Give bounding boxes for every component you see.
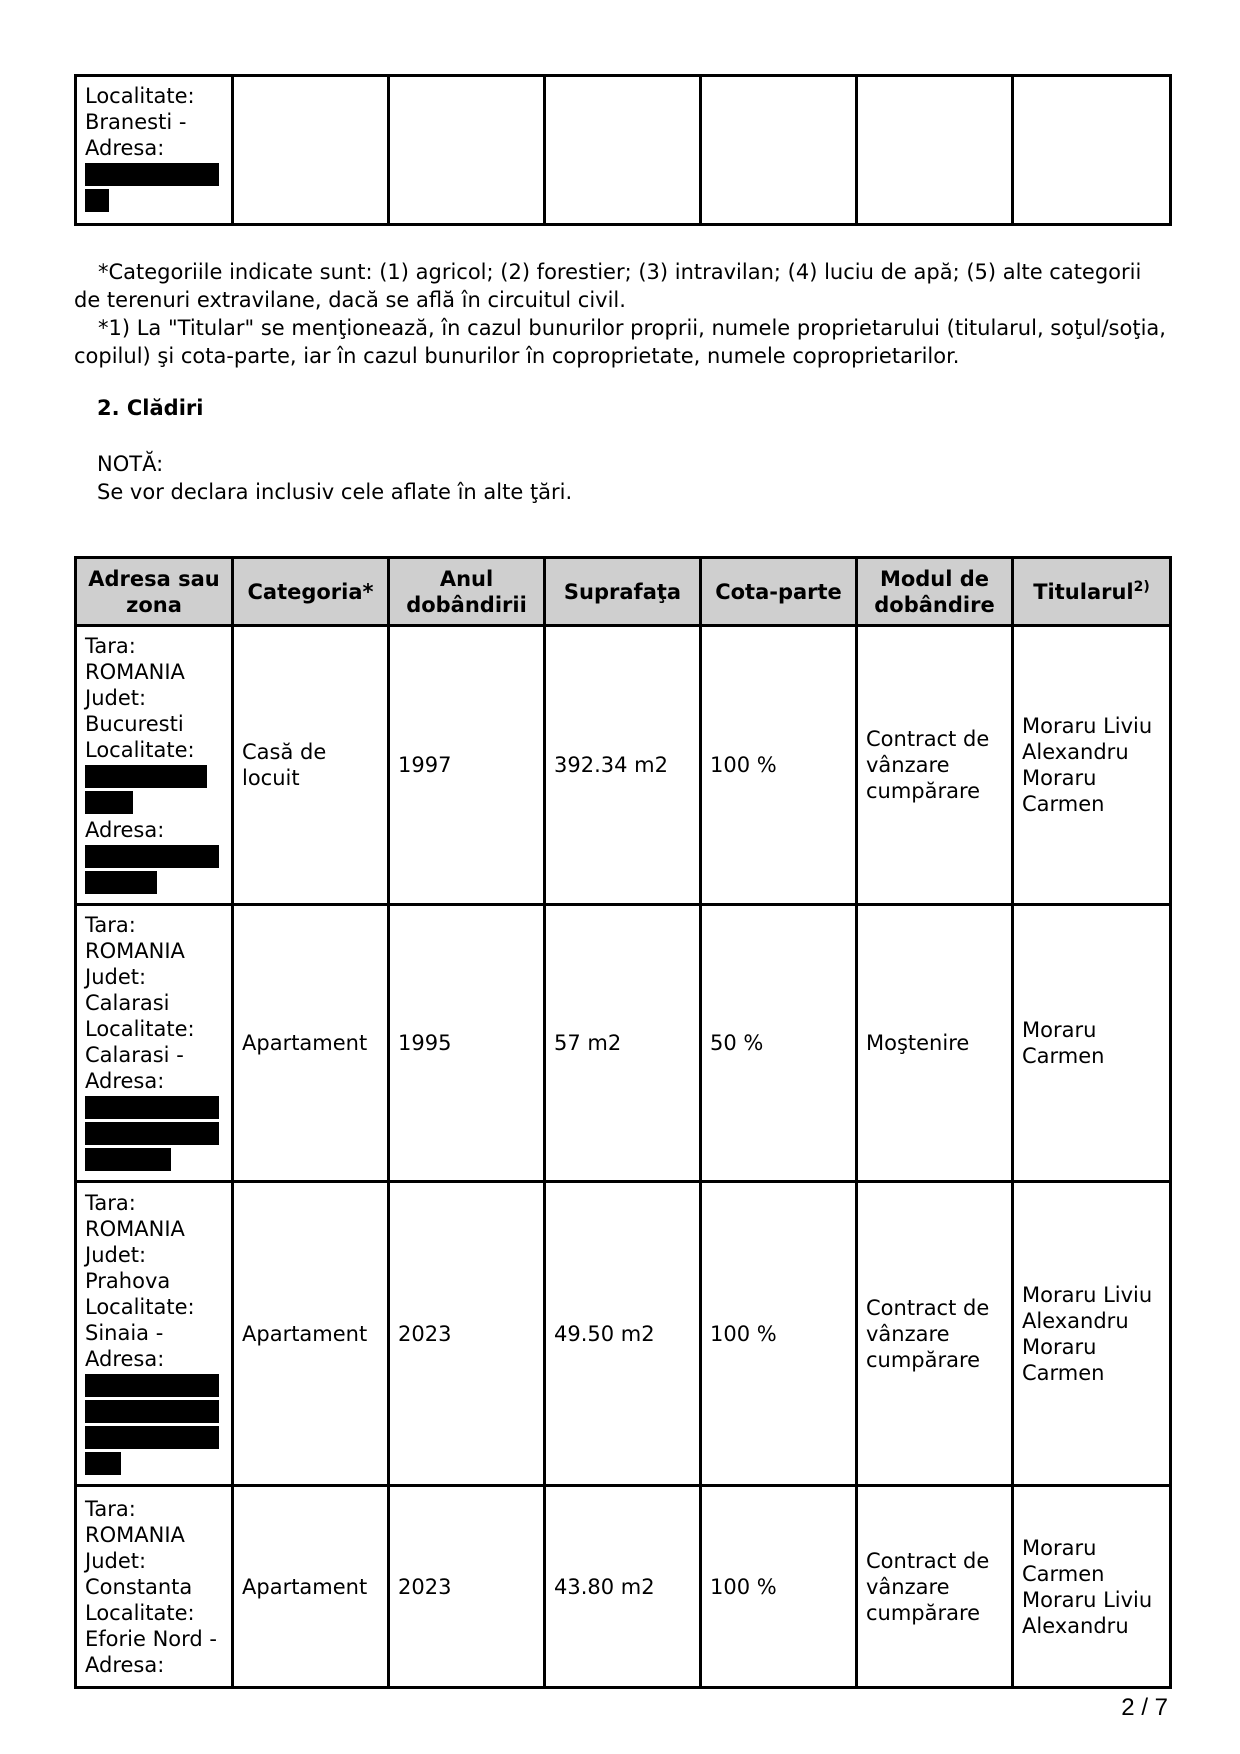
locality-value: Eforie Nord - <box>85 1626 217 1651</box>
category-cell: Apartament <box>233 905 389 1182</box>
country-label: Tara: <box>85 1496 136 1521</box>
mode-cell: Contract de vânzare cumpărare <box>857 1486 1013 1688</box>
share-cell: 100 % <box>701 1486 857 1688</box>
nota-block <box>97 450 572 506</box>
location-value: Branesti - <box>85 110 187 134</box>
owner-cell: Moraru Liviu Alexandru Moraru Carmen <box>1013 626 1171 905</box>
year-cell: 1997 <box>389 626 545 905</box>
share-cell: 100 % <box>701 1182 857 1486</box>
surface-cell: 392.34 m2 <box>545 626 701 905</box>
surface-cell: 49.50 m2 <box>545 1182 701 1486</box>
category-cell: Apartament <box>233 1182 389 1486</box>
header-address: Adresa sau zona <box>76 558 233 626</box>
county-label: Judet: <box>85 1548 147 1573</box>
redaction-bar <box>85 1374 219 1397</box>
section-title: 2. Clădiri <box>97 396 204 420</box>
table-row <box>76 1486 1171 1688</box>
locality-label: Localitate: <box>85 1600 195 1625</box>
surface-cell: 43.80 m2 <box>545 1486 701 1688</box>
empty-cell <box>233 76 389 225</box>
header-share: Cota-parte <box>701 558 857 626</box>
county-label: Judet: <box>85 965 147 989</box>
redaction-bar <box>85 765 207 788</box>
redaction-bar <box>85 791 133 814</box>
mode-cell: Contract de vânzare cumpărare <box>857 1182 1013 1486</box>
mode-cell: Moştenire <box>857 905 1013 1182</box>
surface-cell: 57 m2 <box>545 905 701 1182</box>
county-value: Bucuresti <box>85 712 184 736</box>
address-label: Adresa: <box>85 818 165 842</box>
header-category: Categoria* <box>233 558 389 626</box>
county-value: Constanta <box>85 1574 193 1599</box>
table-row <box>76 626 1171 905</box>
owner-cell: Moraru Carmen <box>1013 905 1171 1182</box>
footnote-categories: *Categoriile indicate sunt: (1) agricol; (2) forestier; (3) intravilan; (4) luciu de apă; (5) alte categorii de terenuri extravilane, dacă se află în circuitul civil. <box>74 260 1142 312</box>
address-label: Adresa: <box>85 1652 165 1677</box>
header-mode: Modul de dobândire <box>857 558 1013 626</box>
county-label: Judet: <box>85 1242 147 1267</box>
redaction-bar <box>85 845 219 868</box>
county-value: Calarasi <box>85 991 170 1015</box>
country-value: ROMANIA <box>85 1522 185 1547</box>
locality-label: Localitate: <box>85 1294 195 1319</box>
redaction-bar <box>85 1096 219 1119</box>
redaction-bar <box>85 871 157 894</box>
owner-cell: Moraru Carmen Moraru Liviu Alexandru <box>1013 1486 1171 1688</box>
address-label: Adresa: <box>85 136 165 160</box>
locality-label: Localitate: <box>85 1017 195 1041</box>
footnote-titular: *1) La "Titular" se menţionează, în cazul bunurilor proprii, numele proprietarului (titularul, soţul/soţia, copilul) şi cota-parte, iar în cazul bunurilor în coproprietate, numele coproprietarilor. <box>74 316 1166 368</box>
redaction-bar <box>85 1452 121 1475</box>
header-owner-sup: 2) <box>1133 578 1150 595</box>
footnotes <box>74 258 1169 370</box>
nota-text: Se vor declara inclusiv cele aflate în alte ţări. <box>97 480 573 504</box>
year-cell: 1995 <box>389 905 545 1182</box>
header-year: Anul dobândirii <box>389 558 545 626</box>
locality-value: Sinaia - <box>85 1320 164 1345</box>
country-value: ROMANIA <box>85 939 185 963</box>
empty-cell <box>701 76 857 225</box>
redaction-bar <box>85 1148 171 1171</box>
country-value: ROMANIA <box>85 1216 185 1241</box>
table-header-row <box>76 558 1171 626</box>
mode-cell: Contract de vânzare cumpărare <box>857 626 1013 905</box>
location-label: Localitate: <box>85 84 195 108</box>
redaction-bar <box>85 1122 219 1145</box>
share-cell: 100 % <box>701 626 857 905</box>
header-owner <box>1013 558 1171 626</box>
category-cell: Casă de locuit <box>233 626 389 905</box>
redaction-bar <box>85 189 109 212</box>
table-row <box>76 76 1171 225</box>
county-label: Judet: <box>85 686 147 710</box>
address-label: Adresa: <box>85 1346 165 1371</box>
address-cell <box>76 1486 233 1688</box>
address-cell <box>76 905 233 1182</box>
address-cell <box>76 76 233 225</box>
empty-cell <box>389 76 545 225</box>
table-row <box>76 1182 1171 1486</box>
header-owner-label: Titularul <box>1033 579 1134 604</box>
address-cell <box>76 626 233 905</box>
nota-label: NOTĂ: <box>97 452 164 476</box>
locality-label: Localitate: <box>85 738 195 762</box>
header-surface: Suprafaţa <box>545 558 701 626</box>
table-row <box>76 905 1171 1182</box>
page-number: 2 / 7 <box>1121 1694 1168 1721</box>
country-label: Tara: <box>85 634 136 658</box>
buildings-table <box>74 556 1172 1689</box>
share-cell: 50 % <box>701 905 857 1182</box>
empty-cell <box>857 76 1013 225</box>
empty-cell <box>545 76 701 225</box>
redaction-bar <box>85 1426 219 1449</box>
redaction-bar <box>85 1400 219 1423</box>
address-label: Adresa: <box>85 1069 165 1093</box>
country-value: ROMANIA <box>85 660 185 684</box>
county-value: Prahova <box>85 1268 171 1293</box>
country-label: Tara: <box>85 1190 136 1215</box>
category-cell: Apartament <box>233 1486 389 1688</box>
locality-value: Calarasi - <box>85 1043 184 1067</box>
year-cell: 2023 <box>389 1486 545 1688</box>
year-cell: 2023 <box>389 1182 545 1486</box>
redaction-bar <box>85 163 219 186</box>
land-table-continuation <box>74 74 1172 226</box>
owner-cell: Moraru Liviu Alexandru Moraru Carmen <box>1013 1182 1171 1486</box>
country-label: Tara: <box>85 913 136 937</box>
address-cell <box>76 1182 233 1486</box>
empty-cell <box>1013 76 1171 225</box>
